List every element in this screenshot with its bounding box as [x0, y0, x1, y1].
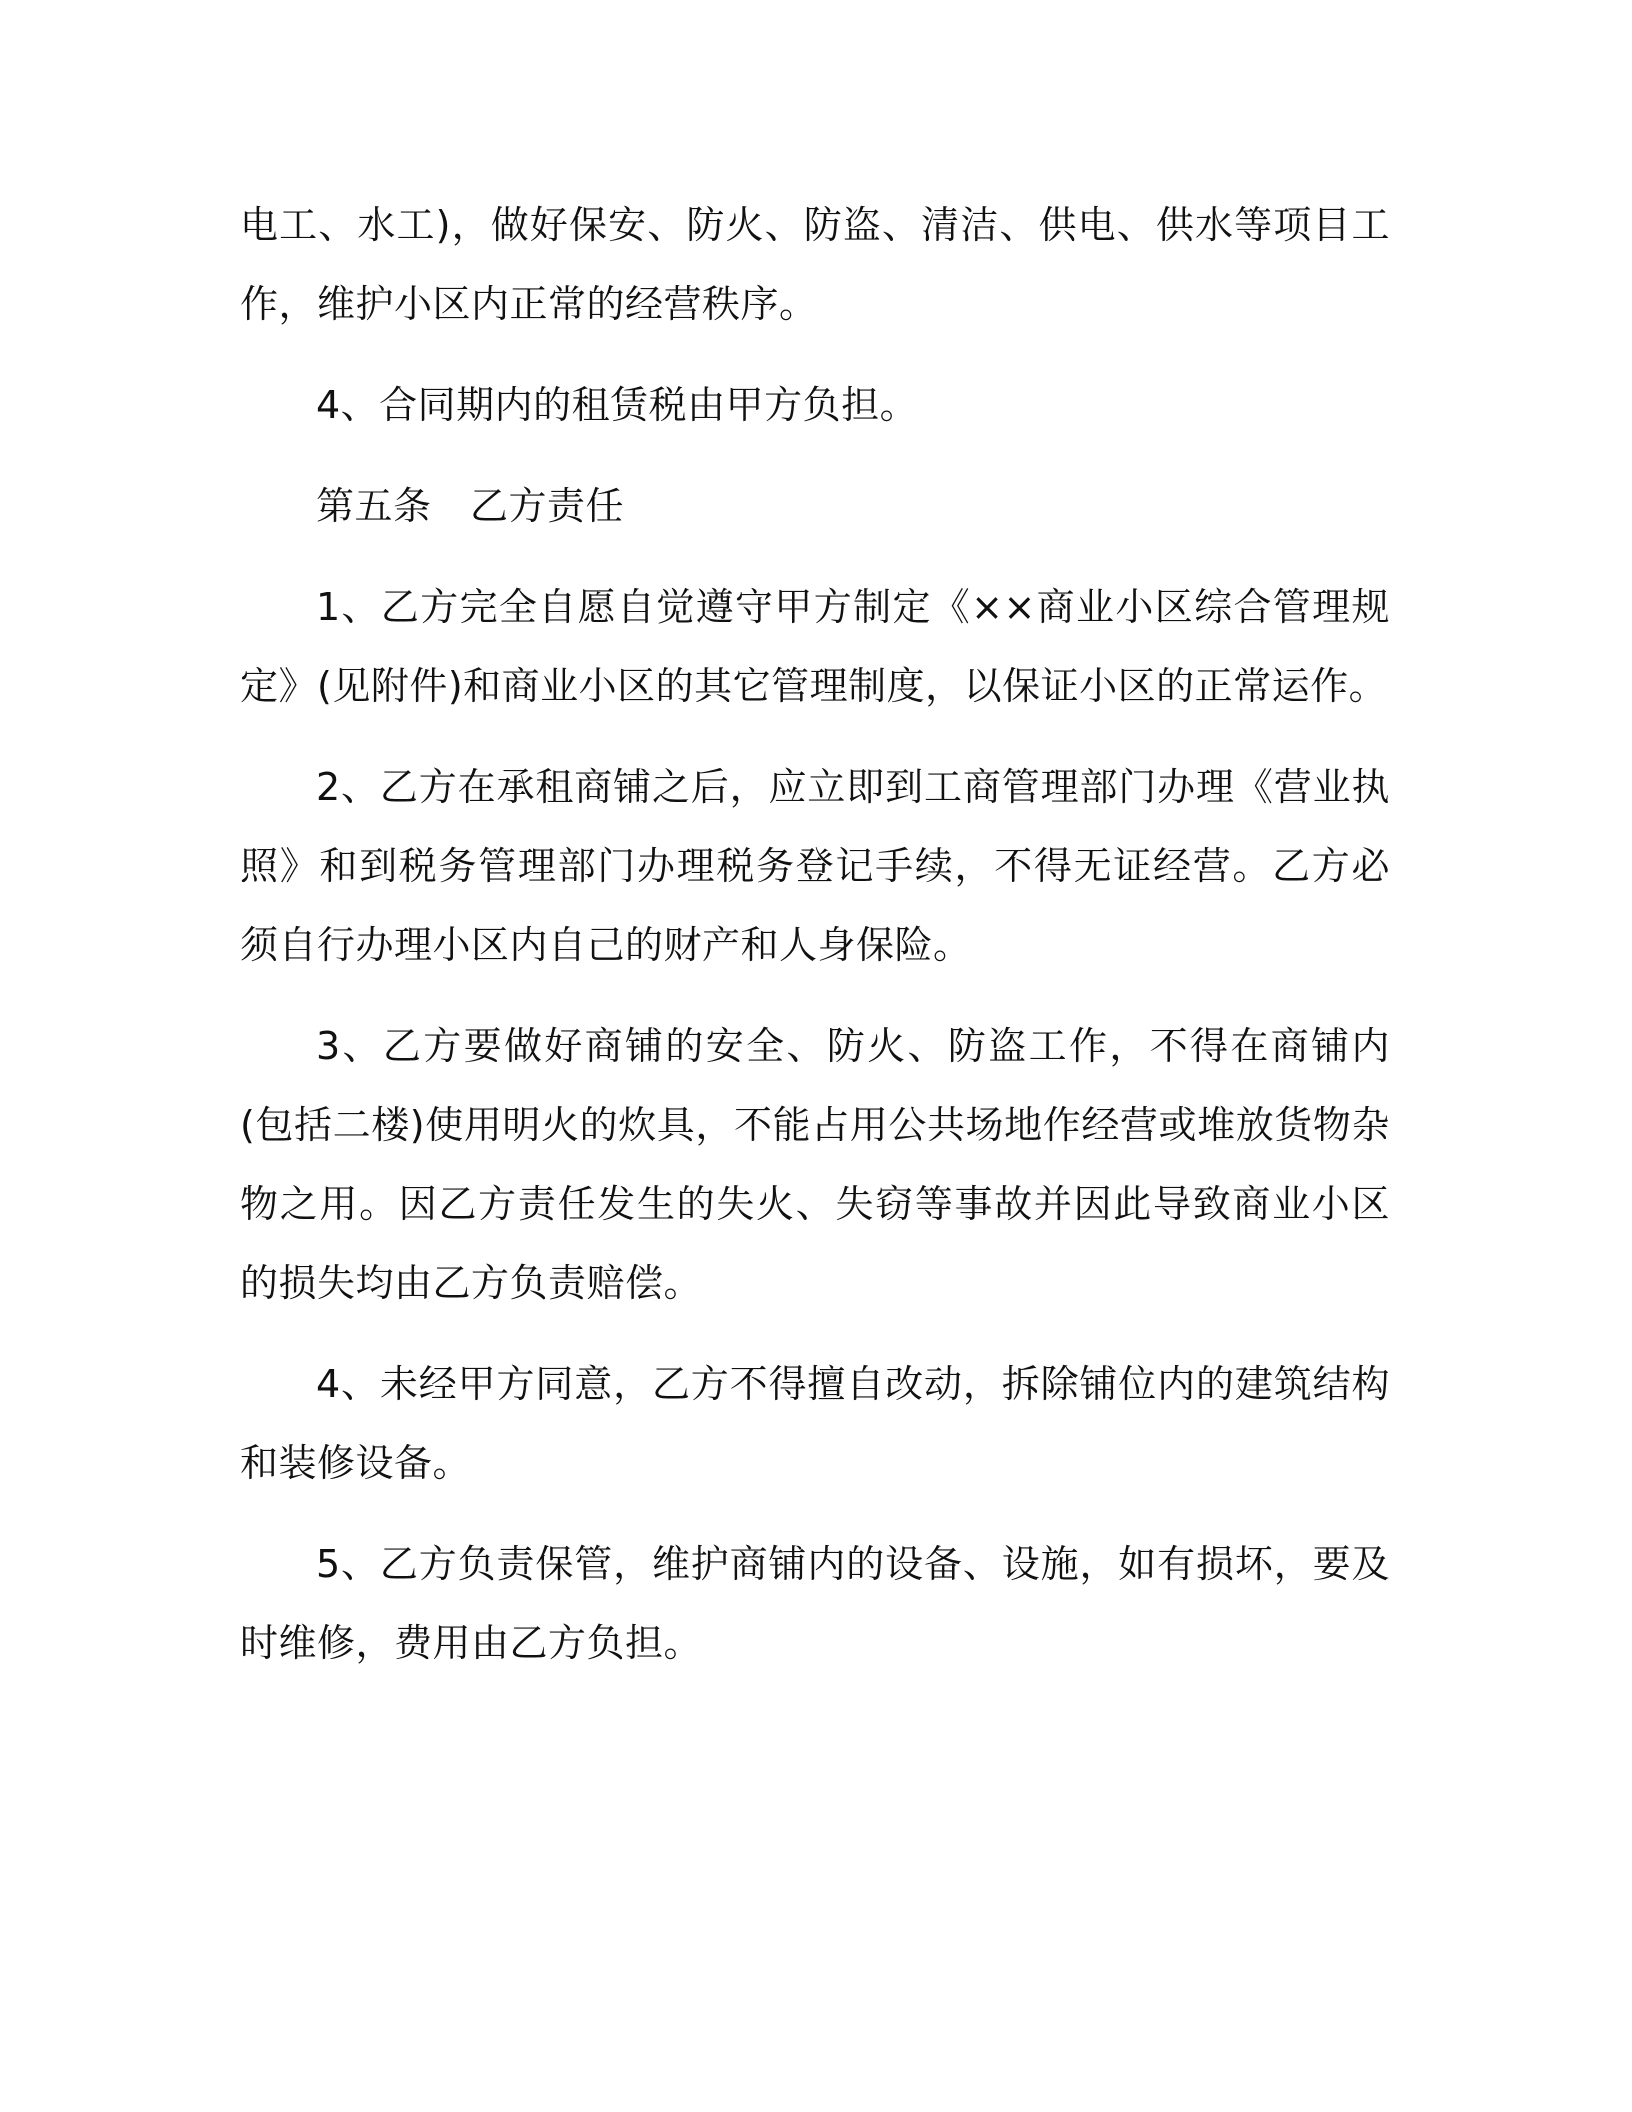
paragraph-clause-3: 3、乙方要做好商铺的安全、防火、防盗工作，不得在商铺内(包括二楼)使用明火的炊具，不能占用公共场地作经营或堆放货物杂物之用。因乙方责任发生的失火、失窃等事故并因此导致商业小区的损失均由乙方负责赔偿。 [240, 1024, 1390, 1305]
paragraph-clause-4: 4、未经甲方同意，乙方不得擅自改动，拆除铺位内的建筑结构和装修设备。 [240, 1362, 1390, 1485]
paragraph-clause-4-tax: 4、合同期内的租赁税由甲方负担。 [316, 383, 919, 427]
paragraph-clause-5: 5、乙方负责保管，维护商铺内的设备、设施，如有损坏，要及时维修，费用由乙方负担。 [240, 1542, 1390, 1665]
paragraph-clause-1: 1、乙方完全自愿自觉遵守甲方制定《××商业小区综合管理规定》(见附件)和商业小区的其它管理制度，以保证小区的正常运作。 [240, 585, 1390, 708]
document-body [240, 186, 1390, 1705]
paragraph-continuation: 电工、水工)，做好保安、防火、防盗、清洁、供电、供水等项目工作，维护小区内正常的经营秩序。 [240, 203, 1390, 326]
section-heading-article-5: 第五条 乙方责任 [316, 484, 625, 528]
paragraph-clause-2: 2、乙方在承租商铺之后，应立即到工商管理部门办理《营业执照》和到税务管理部门办理税务登记手续，不得无证经营。乙方必须自行办理小区内自己的财产和人身保险。 [240, 765, 1390, 967]
